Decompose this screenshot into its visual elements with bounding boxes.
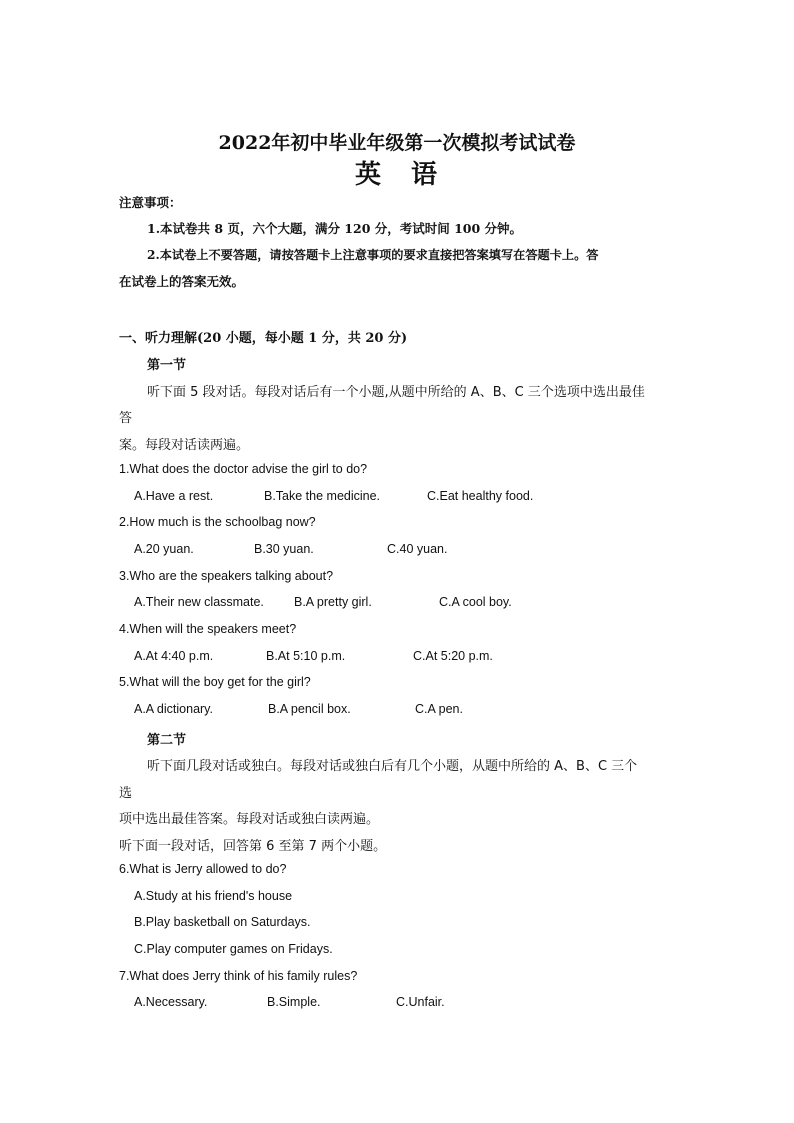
- q5-option-b: B.A pencil box.: [268, 702, 351, 716]
- part2-instruction-cont2: 项中选出最佳答案。每段对话或独白读两遍。: [119, 812, 380, 827]
- q6-option-b: B.Play basketball on Saturdays.: [134, 915, 311, 929]
- q1-option-a: A.Have a rest.: [134, 489, 214, 503]
- q2-option-a: A.20 yuan.: [134, 542, 194, 556]
- question-6: 6.What is Jerry allowed to do?: [119, 862, 287, 876]
- q2-option-c: C.40 yuan.: [387, 542, 448, 556]
- q3-option-c: C.A cool boy.: [439, 595, 512, 609]
- question-2: 2.How much is the schoolbag now?: [119, 515, 316, 529]
- q4-option-b: B.At 5:10 p.m.: [266, 649, 346, 663]
- q7-option-b: B.Simple.: [267, 995, 321, 1009]
- notice-item-2-cont: 在试卷上的答案无效。: [119, 274, 245, 289]
- question-7: 7.What does Jerry think of his family rules?: [119, 969, 358, 983]
- section-heading: 一、听力理解(20 小题，每小题 1 分，共 20 分): [119, 331, 408, 346]
- q7-option-a: A.Necessary.: [134, 995, 208, 1009]
- part1-instruction-cont2: 案。每段对话读两遍。: [119, 438, 250, 453]
- q6-option-a: A.Study at his friend's house: [134, 889, 293, 903]
- notice-item-1: 1.本试卷共 8 页，六个大题，满分 120 分，考试时间 100 分钟。: [147, 221, 523, 236]
- q3-option-a: A.Their new classmate.: [134, 595, 264, 609]
- part1-instruction-cont: 答: [119, 411, 133, 426]
- q4-option-a: A.At 4:40 p.m.: [134, 649, 214, 663]
- q5-option-a: A.A dictionary.: [134, 702, 213, 716]
- exam-subject: 英 语: [354, 160, 439, 190]
- part2-label: 第二节: [147, 733, 187, 748]
- part1-instruction: 听下面 5 段对话。每段对话后有一个小题,从题中所给的 A、B、C 三个选项中选出最佳: [147, 385, 645, 400]
- part1-label: 第一节: [147, 358, 187, 373]
- q1-option-b: B.Take the medicine.: [264, 489, 381, 503]
- question-4: 4.When will the speakers meet?: [119, 622, 297, 636]
- question-5: 5.What will the boy get for the girl?: [119, 675, 311, 689]
- q4-option-c: C.At 5:20 p.m.: [413, 649, 493, 663]
- notice-heading: 注意事项：: [119, 195, 182, 210]
- q7-option-c: C.Unfair.: [396, 995, 445, 1009]
- q2-option-b: B.30 yuan.: [254, 542, 314, 556]
- q3-option-b: B.A pretty girl.: [294, 595, 372, 609]
- part2-sub-instruction: 听下面一段对话，回答第 6 至第 7 两个小题。: [119, 839, 387, 854]
- q5-option-c: C.A pen.: [415, 702, 463, 716]
- part2-instruction: 听下面几段对话或独白。每段对话或独白后有几个小题，从题中所给的 A、B、C 三个: [147, 759, 638, 774]
- notice-item-2: 2.本试卷上不要答题，请按答题卡上注意事项的要求直接把答案填写在答题卡上。答: [147, 248, 599, 262]
- part2-instruction-cont: 选: [119, 786, 133, 801]
- question-3: 3.Who are the speakers talking about?: [119, 569, 334, 583]
- exam-title: 2022年初中毕业年级第一次模拟考试试卷: [218, 132, 576, 154]
- question-1: 1.What does the doctor advise the girl to do?: [119, 462, 368, 476]
- q1-option-c: C.Eat healthy food.: [427, 489, 534, 503]
- q6-option-c: C.Play computer games on Fridays.: [134, 942, 333, 956]
